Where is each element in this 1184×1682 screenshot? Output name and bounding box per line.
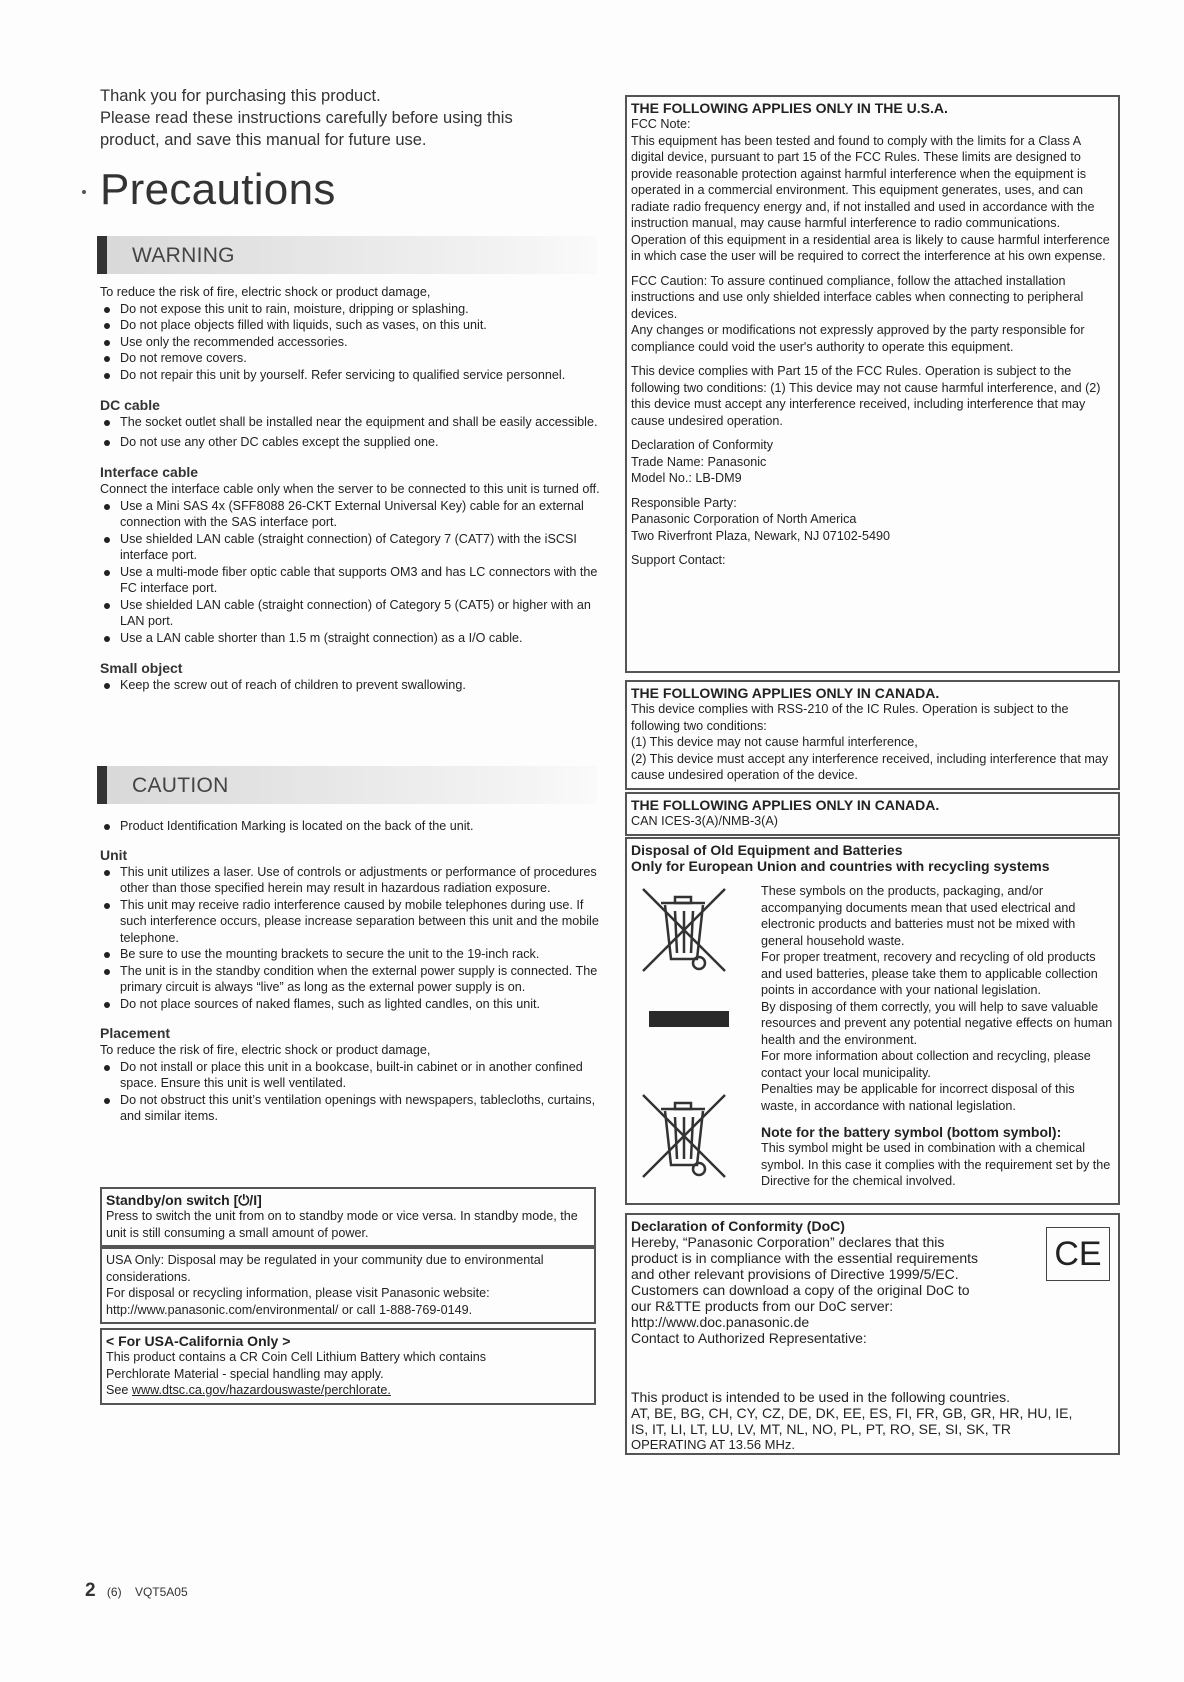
usa-disposal-box [100,1247,596,1324]
california-heading: < For USA-California Only > [106,1333,291,1349]
fcc-doc-line: Declaration of Conformity [631,438,774,452]
warning-bar-marker [97,236,107,274]
countries-line: AT, BE, BG, CH, CY, CZ, DE, DK, EE, ES, FI, FR, GB, GR, HR, HU, IE, [631,1405,1073,1421]
california-box [100,1328,596,1405]
crossed-bin-battery-icon [641,1087,727,1183]
california-line-3 [106,1382,590,1399]
list-item: Do not use any other DC cables except the supplied one. [100,434,605,451]
warning-lead: To reduce the risk of fire, electric shock or product damage, [100,285,431,299]
list-item: Use only the recommended accessories. [100,334,605,351]
interface-cable-list [100,498,605,647]
placement-heading: Placement [100,1025,171,1041]
list-item: The socket outlet shall be installed near the equipment and shall be easily accessible. [100,414,605,431]
fcc-party [631,495,1114,545]
california-see-label: See [106,1383,132,1397]
list-item: Do not obstruct this unit’s ventilation openings with newspapers, tablecloths, curtains, and similar items. [100,1092,605,1125]
doc-line: Contact to Authorized Representative: [631,1330,867,1346]
list-item: Do not repair this unit by yourself. Refer servicing to qualified service personnel. [100,367,605,384]
list-item: Do not install or place this unit in a bookcase, built-in cabinet or in another confined space. Ensure this unit is well ventilated. [100,1059,605,1092]
list-item: Do not place sources of naked flames, such as lighted candles, on this unit. [100,996,605,1013]
disposal-p4: For more information about collection and recycling, please contact your local municipality. [761,1049,1091,1080]
unit-list [100,864,605,1013]
caution-bar-marker [97,766,107,804]
interface-cable-heading: Interface cable [100,464,199,480]
fcc-party-line: Two Riverfront Plaza, Newark, NJ 07102-5490 [631,528,890,543]
fcc-p1: This equipment has been tested and found to comply with the limits for a Class A digital device, pursuant to part 15 of the FCC Rules. These limits are designed to provide reasonable protection against harmful interference when the equipment is operated in a commercial environment. This equipment generates, uses, and can radiate radio frequency energy and, if not installed and used in accordance with the instruction manual, may cause harmful interference to radio communications. Operation of this equipment in a residential area is likely to cause harmful interference in which case the user will be required to correct the interference at his own expense. [631,133,1110,263]
dc-cable-list [100,414,605,450]
disposal-p3: By disposing of them correctly, you will help to save valuable resources and prevent any potential negative effects on human health and the environment. [761,999,1113,1047]
fcc-note-label: FCC Note: [631,117,691,131]
placement-list [100,1059,605,1125]
crossed-bin-icon [641,881,727,975]
list-item: Use shielded LAN cable (straight connection) of Category 5 (CAT5) or higher with an LAN port. [100,597,605,630]
doc-line: http://www.doc.panasonic.de [631,1314,810,1330]
doc-line: product is in compliance with the essential requirements [631,1250,979,1266]
solid-bar-mark [649,1011,729,1027]
unit-heading: Unit [100,846,128,863]
list-item: Do not remove covers. [100,350,605,367]
countries-lead: This product is intended to be used in the following countries. [631,1389,1011,1405]
fcc-doc-line: Trade Name: Panasonic [631,454,767,469]
countries-line: IS, IT, LI, LT, LU, LV, MT, NL, NO, PL, PT, RO, SE, SI, SK, TR [631,1421,1011,1437]
ce-mark-icon: CE [1046,1227,1110,1281]
list-item: Use shielded LAN cable (straight connection) of Category 7 (CAT7) with the iSCSI interface port. [100,531,605,564]
list-item: Do not place objects filled with liquids, such as vases, on this unit. [100,317,605,334]
fcc-support: Support Contact: [631,553,726,567]
canada-box-1 [625,680,1120,790]
sub-page-number: (6) [106,1585,122,1599]
doc-line: Customers can download a copy of the original DoC to [631,1282,970,1298]
fcc-doc [631,437,1114,487]
disposal-heading-2: Only for European Union and countries with recycling systems [631,858,1050,874]
small-object-list [100,677,605,694]
usa-disposal-p1: USA Only: Disposal may be regulated in your community due to environmental considerations. [106,1253,544,1284]
standby-heading: Standby/on switch [⏻/I] [106,1192,262,1208]
canada-1-c2: (2) This device must accept any interference received, including interference that may cause undesired operation of the device. [631,751,1109,782]
disposal-p1: These symbols on the products, packaging, and/or accompanying documents mean that used electrical and electronic products and batteries must not be mixed with general household waste. [761,884,1076,948]
list-item: Use a Mini SAS 4x (SFF8088 26-CKT External Universal Key) cable for an external connection with the SAS interface port. [100,498,605,531]
fcc-box [625,95,1120,673]
list-item: This unit utilizes a laser. Use of controls or adjustments or performance of procedures other than those specified herein may result in hazardous radiation exposure. [100,864,605,897]
operating-frequency: OPERATING AT 13.56 MHz. [631,1437,795,1452]
caution-list [100,818,605,835]
warning-header [97,236,597,274]
doc-heading: Declaration of Conformity (DoC) [631,1218,845,1234]
list-item: Be sure to use the mounting brackets to secure the unit to the 19-inch rack. [100,946,605,963]
intro-line-2: Please read these instructions carefully before using this [100,109,513,127]
fcc-p2: FCC Caution: To assure continued compliance, follow the attached installation instructions and use only shielded interface cables when connecting to peripheral devices. [631,273,1084,321]
list-item: This unit may receive radio interference caused by mobile telephones during use. If such interference occurs, please increase separation between this unit and the mobile telephone. [100,897,605,947]
warning-heading: WARNING [132,244,235,267]
doc-line: Hereby, “Panasonic Corporation” declares that this [631,1234,945,1250]
page-title: Precautions [100,165,336,214]
canada-1-heading: THE FOLLOWING APPLIES ONLY IN CANADA. [631,685,940,701]
list-item: Use a LAN cable shorter than 1.5 m (straight connection) as a I/O cable. [100,630,605,647]
dot-mark [82,190,86,194]
disposal-box [625,837,1120,1205]
doc-line: and other relevant provisions of Directive 1999/5/EC. [631,1266,959,1282]
dc-cable-heading: DC cable [100,397,160,413]
footer [85,1580,188,1602]
interface-cable-lead: Connect the interface cable only when the server to be connected to this unit is turned off. [100,482,600,496]
canada-1-c1: (1) This device may not cause harmful interference, [631,735,918,749]
small-object-heading: Small object [100,660,183,676]
canada-box-2 [625,792,1120,836]
page-number: 2 [85,1580,96,1601]
disposal-p2: For proper treatment, recovery and recycling of old products and used batteries, please take them to applicable collection points in accordance with your national legislation. [761,950,1098,997]
intro [100,85,600,151]
warning-list [100,301,605,384]
placement-lead: To reduce the risk of fire, electric shock or product damage, [100,1043,431,1057]
battery-symbol-heading: Note for the battery symbol (bottom symbol): [761,1124,1062,1140]
standby-box [100,1187,596,1247]
california-line-1: This product contains a CR Coin Cell Lithium Battery which contains [106,1350,487,1364]
intro-line-3: product, and save this manual for future use. [100,131,427,149]
list-item: The unit is in the standby condition when the external power supply is connected. The primary circuit is always “live” as long as the external power supply is on. [100,963,605,996]
intro-line-1: Thank you for purchasing this product. [100,87,381,105]
standby-text: Press to switch the unit from on to standby mode or vice versa. In standby mode, the unit is still consuming a small amount of power. [106,1209,578,1240]
list-item: Product Identification Marking is located on the back of the unit. [100,818,605,835]
doc-code: VQT5A05 [134,1585,188,1599]
fcc-party-line: Responsible Party: [631,495,737,510]
warning-section [100,284,605,694]
list-item: Do not expose this unit to rain, moisture, dripping or splashing. [100,301,605,318]
canada-2-text: CAN ICES-3(A)/NMB-3(A) [631,814,778,828]
disposal-heading-1: Disposal of Old Equipment and Batteries [631,842,903,858]
list-item: Keep the screw out of reach of children to prevent swallowing. [100,677,605,694]
disposal-text [761,883,1113,1190]
california-line-2: Perchlorate Material - special handling may apply. [106,1366,384,1381]
fcc-p4: This device complies with Part 15 of the FCC Rules. Operation is subject to the following two conditions: (1) This device may not cause harmful interference, and (2) this device must accept any interference received, including interference that may cause undesired operation. [631,364,1101,428]
caution-header [97,766,597,804]
fcc-heading: THE FOLLOWING APPLIES ONLY IN THE U.S.A. [631,100,948,116]
disposal-p5: Penalties may be applicable for incorrect disposal of this waste, in accordance with national legislation. [761,1082,1075,1113]
battery-symbol-text: This symbol might be used in combination with a chemical symbol. In this case it complies with the requirement set by the Directive for the chemical involved. [761,1141,1111,1188]
perchlorate-link[interactable]: www.dtsc.ca.gov/hazardouswaste/perchlorate. [131,1383,391,1397]
canada-2-heading: THE FOLLOWING APPLIES ONLY IN CANADA. [631,797,940,813]
list-item: Use a multi-mode fiber optic cable that supports OM3 and has LC connectors with the FC interface port. [100,564,605,597]
canada-1-p1: This device complies with RSS-210 of the IC Rules. Operation is subject to the following two conditions: [631,702,1069,733]
fcc-party-line: Panasonic Corporation of North America [631,512,857,526]
fcc-p3: Any changes or modifications not expressly approved by the party responsible for compliance could void the user's authority to operate this equipment. [631,323,1085,354]
fcc-doc-line: Model No.: LB-DM9 [631,471,742,485]
caution-heading: CAUTION [132,774,229,797]
usa-disposal-p2: For disposal or recycling information, please visit Panasonic website: http://www.panasonic.com/environmental/ or call 1-888-769-0149. [106,1286,490,1317]
caution-section [100,818,605,1125]
doc-box [625,1213,1120,1455]
doc-line: our R&TTE products from our DoC server: [631,1298,894,1314]
